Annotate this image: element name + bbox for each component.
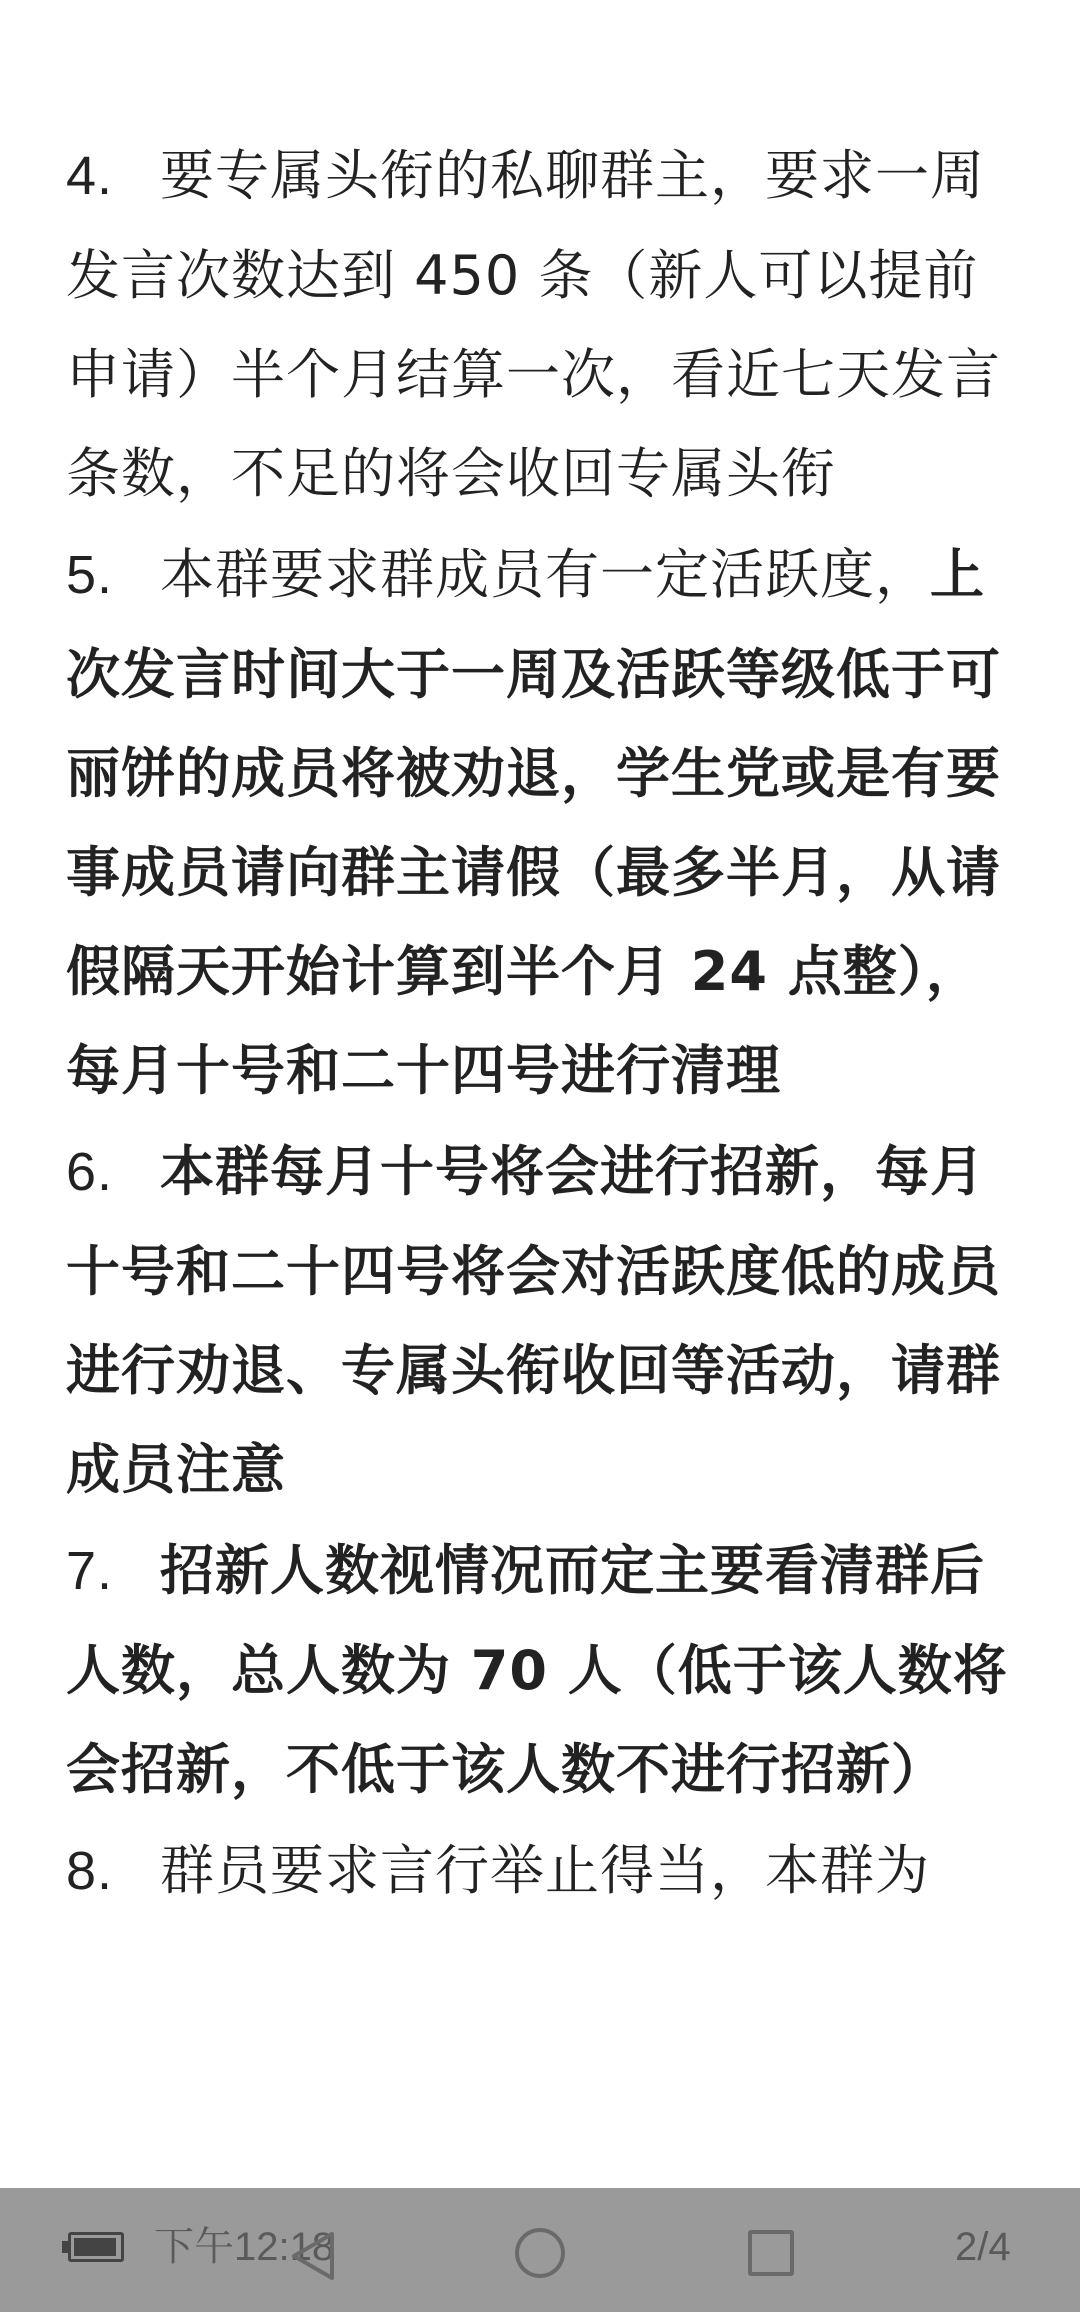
page-indicator: 2/4 <box>955 2225 1011 2269</box>
rule-number: 6. <box>66 1142 114 1202</box>
status-time: 下午12:18 <box>154 2225 335 2269</box>
rule-item-6 <box>66 1122 1016 1519</box>
rule-text: 本群要求群成员有一定活跃度， <box>160 543 930 606</box>
rule-item-4 <box>66 126 1016 523</box>
bottom-status-navigation-bar <box>0 2188 1080 2312</box>
rule-number: 7. <box>66 1541 114 1601</box>
rule-item-5 <box>66 525 1016 1120</box>
recent-square-icon[interactable] <box>748 2230 794 2276</box>
rule-text: 群员要求言行举止得当，本群为 <box>160 1839 930 1902</box>
rule-item-7 <box>66 1521 1016 1819</box>
rule-item-8 <box>66 1821 1016 1921</box>
rule-number: 5. <box>66 545 114 605</box>
home-circle-icon[interactable] <box>515 2228 565 2278</box>
rule-text-bold: 招新人数视情况而定主要看清群后人数，总人数为 70 人（低于该人数将会招新，不低于该人数不进行招新） <box>66 1539 1008 1801</box>
battery-icon <box>62 2232 128 2266</box>
rule-text-bold: 本群每月十号将会进行招新，每月十号和二十四号将会对活跃度低的成员进行劝退、专属头衔收回等活动，请群成员注意 <box>66 1140 1001 1501</box>
rules-text <box>66 126 1016 1923</box>
rule-number: 8. <box>66 1841 114 1901</box>
back-triangle-icon[interactable] <box>286 2228 342 2284</box>
rule-text: 要专属头衔的私聊群主，要求一周发言次数达到 450 条（新人可以提前申请）半个月结算一次，看近七天发言条数，不足的将会收回专属头衔 <box>66 144 1001 505</box>
rule-number: 4. <box>66 146 114 206</box>
rule-text-bold: 上次发言时间大于一周及活跃等级低于可丽饼的成员将被劝退，学生党或是有要事成员请向群主请假（最多半月，从请假隔天开始计算到半个月 24 点整），每月十号和二十四号进行清理 <box>66 543 1001 1102</box>
